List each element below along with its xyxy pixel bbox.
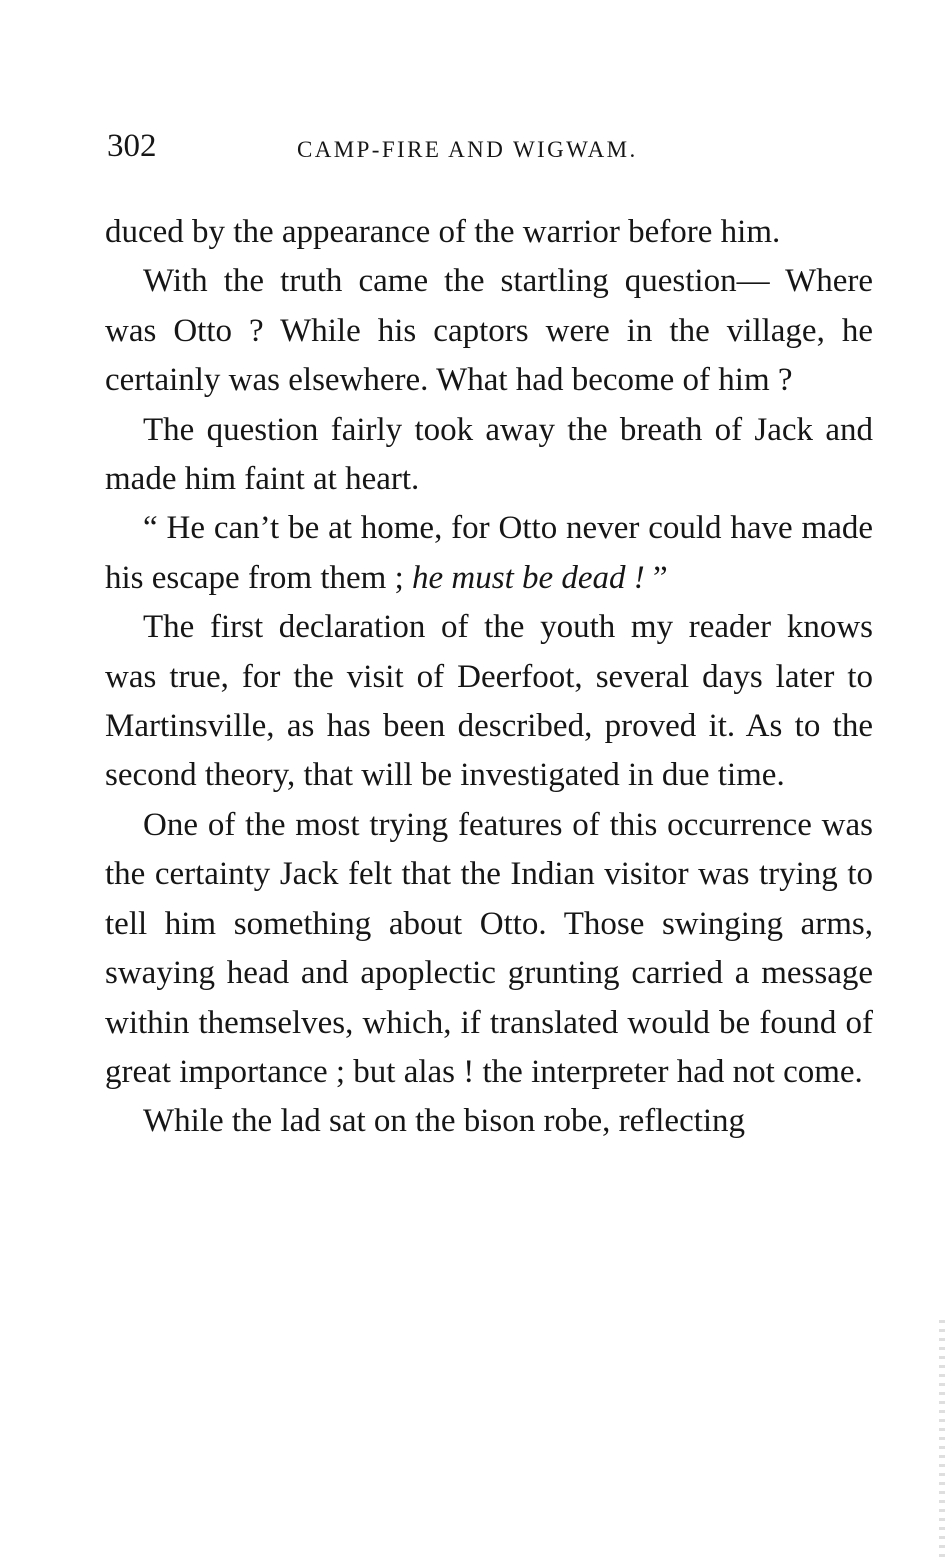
paragraph: One of the most trying features of this occurrence was the certainty Jack felt that the Indian visitor was trying to tell him something about Otto. Those swinging arms, swaying head and apoplectic grunting carried a message within themselves, which, if translated would be found of great importance ; but alas ! the interpreter had not come. xyxy=(105,806,873,1090)
paragraph: The first declaration of the youth my reader knows was true, for the visit of Deerfoot, several days later to Martinsville, as has been described, proved it. As to the second theory, that will be investigated in due time. xyxy=(105,609,873,794)
running-head: CAMP-FIRE AND WIGWAM. xyxy=(297,137,638,162)
paragraph: The question fairly took away the breath of Jack and made him faint at heart. xyxy=(105,411,873,498)
paragraph-continues: While the lad sat on the bison robe, reflecting xyxy=(143,1103,746,1140)
quoted-paragraph xyxy=(105,504,873,603)
page-header xyxy=(107,124,872,174)
body-text xyxy=(105,208,873,1147)
paragraph: With the truth came the startling question— Where was Otto ? While his captors were in the village, he certainly was elsewhere. What had become of him ? xyxy=(105,263,873,399)
quote-close: ” xyxy=(644,559,668,596)
page-number: 302 xyxy=(107,128,157,164)
paragraph-continued: duced by the appearance of the warrior before him. xyxy=(105,214,781,250)
scan-edge-marks xyxy=(939,1320,945,1560)
quote-italic-text: he must be dead ! xyxy=(412,559,645,596)
quote-text: “ He can’t be at home, for Otto never could have made his escape from them ; xyxy=(105,510,873,596)
